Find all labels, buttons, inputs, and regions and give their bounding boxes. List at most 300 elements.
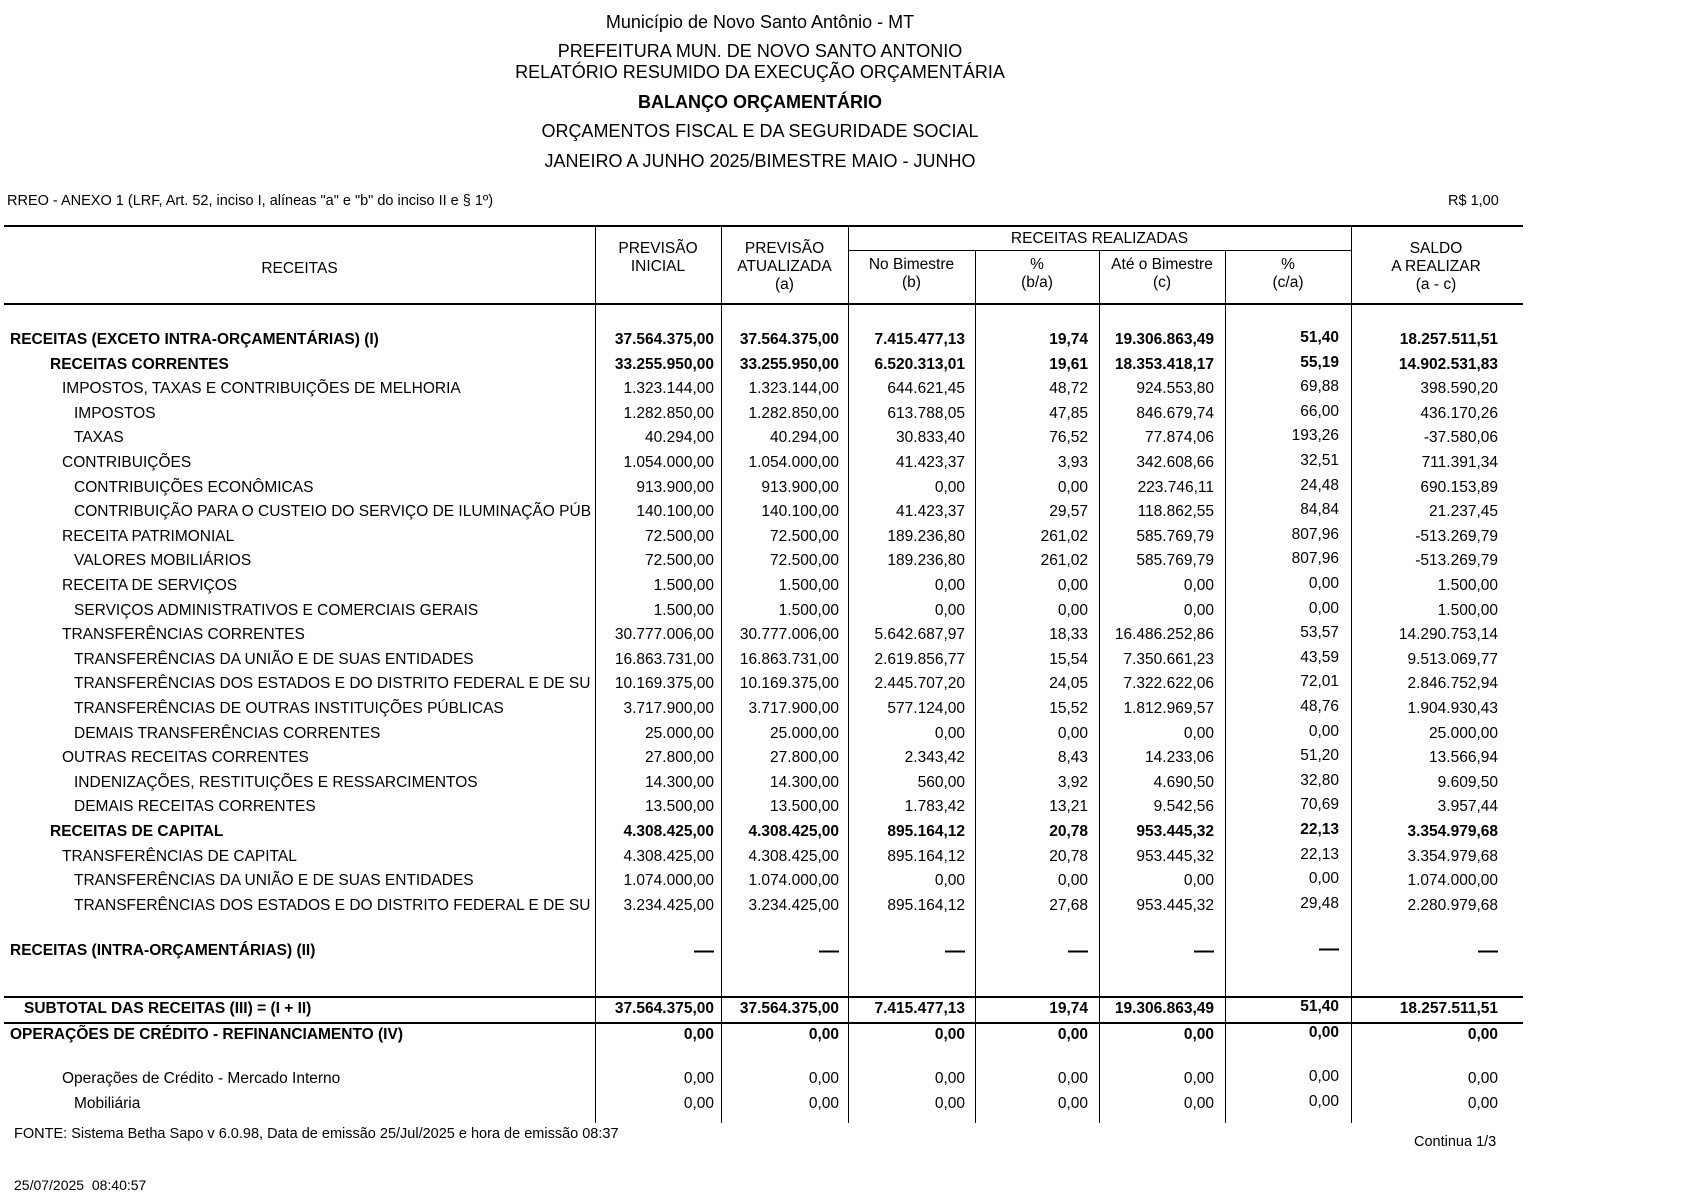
- annex-reference: RREO - ANEXO 1 (LRF, Art. 52, inciso I, alíneas "a" e "b" do inciso II e § 1º): [7, 193, 494, 209]
- cell-no-bimestre: —: [945, 940, 965, 962]
- table-row: [0, 648, 1520, 672]
- cell-previsao-atualizada: 140.100,00: [761, 503, 839, 521]
- cell-saldo: -37.580,06: [1423, 429, 1498, 447]
- cell-pct-ba: 20,78: [1049, 823, 1088, 840]
- cell-ate-bimestre: 0,00: [1183, 1095, 1214, 1112]
- cell-ate-bimestre: —: [1194, 940, 1214, 962]
- row-label: TRANSFERÊNCIAS DOS ESTADOS E DO DISTRITO FEDERAL E DE SU: [74, 675, 591, 693]
- cell-pct-ca: 0,00: [1308, 870, 1339, 888]
- table-top-rule: [4, 225, 1523, 227]
- currency-unit: R$ 1,00: [1448, 193, 1499, 209]
- header-pct-ca-line1: %: [1281, 256, 1295, 273]
- balance-title: BALANÇO ORÇAMENTÁRIO: [638, 92, 882, 112]
- cell-previsao-inicial: 4.308.425,00: [623, 847, 714, 865]
- cell-no-bimestre: 2.343,42: [904, 749, 965, 767]
- table-row: [0, 451, 1520, 475]
- cell-previsao-inicial: 1.054.000,00: [623, 454, 714, 471]
- cell-pct-ba: —: [1068, 940, 1088, 962]
- table-row: [0, 672, 1520, 696]
- report-title: RELATÓRIO RESUMIDO DA EXECUÇÃO ORÇAMENTÁRIA: [515, 62, 1005, 82]
- cell-no-bimestre: 6.520.313,01: [874, 355, 965, 373]
- cell-previsao-atualizada: 1.282.850,00: [748, 404, 839, 422]
- cell-no-bimestre: 189.236,80: [887, 527, 965, 545]
- cell-ate-bimestre: 953.445,32: [1136, 847, 1214, 865]
- cell-pct-ca: 51,40: [1300, 329, 1339, 346]
- header-pct-ba-line1: %: [1030, 256, 1044, 273]
- cell-previsao-atualizada: 1.074.000,00: [748, 872, 839, 890]
- cell-pct-ca: 69,88: [1300, 378, 1339, 396]
- table-row: [0, 845, 1520, 869]
- cell-saldo: 690.153,89: [1420, 478, 1498, 496]
- header-previsao-atualizada: [721, 240, 848, 294]
- cell-pct-ca: 55,19: [1300, 353, 1339, 371]
- cell-ate-bimestre: 846.679,74: [1136, 404, 1214, 422]
- cell-ate-bimestre: 0,00: [1183, 724, 1214, 742]
- header-saldo: [1351, 240, 1521, 294]
- cell-ate-bimestre: 19.306.863,49: [1114, 1000, 1214, 1017]
- table-row: [0, 500, 1520, 524]
- table-row: [0, 549, 1520, 573]
- cell-no-bimestre: 0,00: [934, 1026, 965, 1043]
- cell-saldo: 0,00: [1467, 1070, 1498, 1087]
- header-pct-ba-line2: (b/a): [1021, 274, 1053, 291]
- cell-previsao-inicial: 72.500,00: [645, 552, 714, 570]
- row-label: RECEITAS CORRENTES: [50, 355, 229, 373]
- cell-ate-bimestre: 77.874,06: [1145, 429, 1214, 447]
- header-ate-bimestre-line2: (c): [1152, 274, 1172, 291]
- cell-ate-bimestre: 16.486.252,86: [1114, 626, 1214, 644]
- cell-ate-bimestre: 4.690,50: [1153, 773, 1214, 791]
- cell-previsao-inicial: 1.282.850,00: [623, 404, 714, 422]
- cell-ate-bimestre: 342.608,66: [1136, 454, 1214, 471]
- cell-pct-ba: 24,05: [1049, 675, 1088, 693]
- cell-previsao-inicial: 4.308.425,00: [623, 823, 714, 840]
- cell-previsao-atualizada: 10.169.375,00: [739, 675, 839, 693]
- municipality-title: Município de Novo Santo Antônio - MT: [605, 12, 915, 32]
- header-receitas-realizadas: RECEITAS REALIZADAS: [1010, 230, 1189, 247]
- row-label: SUBTOTAL DAS RECEITAS (III) = (I + II): [24, 1000, 312, 1017]
- cell-previsao-atualizada: 37.564.375,00: [739, 331, 839, 348]
- cell-ate-bimestre: 223.746,11: [1137, 478, 1214, 496]
- table-row: [0, 353, 1520, 377]
- cell-previsao-atualizada: 3.717.900,00: [748, 700, 839, 717]
- cell-pct-ca: 193,26: [1291, 427, 1339, 445]
- cell-pct-ca: 51,40: [1300, 998, 1339, 1015]
- cell-saldo: 9.513.069,77: [1407, 650, 1498, 668]
- header-saldo-line2: A REALIZAR: [1391, 258, 1481, 275]
- cell-ate-bimestre: 953.445,32: [1136, 823, 1214, 840]
- cell-pct-ba: 3,93: [1057, 454, 1088, 471]
- cell-saldo: 9.609,50: [1437, 773, 1498, 791]
- row-label: TAXAS: [74, 429, 124, 447]
- table-row: [0, 328, 1520, 352]
- table-row: [0, 402, 1520, 426]
- cell-ate-bimestre: 14.233,06: [1145, 749, 1214, 767]
- table-row: [0, 894, 1520, 918]
- header-pct-ba: [975, 256, 1099, 292]
- cell-pct-ca: 29,48: [1300, 894, 1339, 912]
- cell-pct-ca: 0,00: [1308, 575, 1339, 592]
- cell-pct-ca: 32,51: [1300, 452, 1339, 469]
- row-label: SERVIÇOS ADMINISTRATIVOS E COMERCIAIS GERAIS: [74, 601, 479, 619]
- cell-previsao-atualizada: 13.500,00: [770, 798, 839, 816]
- cell-previsao-atualizada: 30.777.006,00: [739, 626, 839, 644]
- cell-previsao-inicial: 37.564.375,00: [614, 1000, 714, 1017]
- cell-pct-ca: 48,76: [1300, 698, 1339, 715]
- row-label: IMPOSTOS: [74, 404, 156, 422]
- table-row: [0, 997, 1520, 1021]
- cell-no-bimestre: 644.621,45: [887, 380, 965, 398]
- cell-no-bimestre: 0,00: [934, 601, 965, 619]
- cell-previsao-atualizada: 27.800,00: [770, 749, 839, 767]
- cell-saldo: 1.500,00: [1437, 601, 1498, 619]
- cell-pct-ba: 15,52: [1049, 700, 1088, 717]
- cell-ate-bimestre: 953.445,32: [1136, 896, 1214, 914]
- table-row: [0, 722, 1520, 746]
- cell-pct-ca: 807,96: [1291, 550, 1339, 568]
- table-row: [0, 746, 1520, 770]
- cell-previsao-inicial: 13.500,00: [645, 798, 714, 816]
- table-row: [0, 820, 1520, 844]
- table-row: [0, 476, 1520, 500]
- cell-previsao-inicial: 0,00: [683, 1070, 714, 1087]
- table-row: [0, 1067, 1520, 1091]
- cell-no-bimestre: 30.833,40: [896, 429, 965, 447]
- row-label: OUTRAS RECEITAS CORRENTES: [62, 749, 309, 767]
- cell-saldo: 398.590,20: [1420, 380, 1498, 398]
- cell-ate-bimestre: 7.322.622,06: [1123, 675, 1214, 693]
- table-row: [0, 795, 1520, 819]
- cell-pct-ca: 24,48: [1300, 476, 1339, 494]
- cell-previsao-atualizada: 3.234.425,00: [748, 896, 839, 914]
- row-label: RECEITA PATRIMONIAL: [62, 527, 235, 545]
- cell-previsao-atualizada: 4.308.425,00: [748, 847, 839, 865]
- cell-no-bimestre: 2.445.707,20: [874, 675, 965, 693]
- cell-previsao-inicial: 16.863.731,00: [614, 650, 714, 668]
- cell-no-bimestre: 0,00: [934, 1095, 965, 1112]
- cell-pct-ba: 48,72: [1049, 380, 1088, 398]
- cell-pct-ca: —: [1319, 938, 1339, 960]
- cell-pct-ba: 0,00: [1057, 1095, 1088, 1112]
- row-label: RECEITAS (EXCETO INTRA-ORÇAMENTÁRIAS) (I): [10, 331, 379, 348]
- cell-previsao-atualizada: 16.863.731,00: [739, 650, 839, 668]
- cell-ate-bimestre: 585.769,79: [1136, 552, 1214, 570]
- cell-pct-ba: 261,02: [1040, 552, 1088, 570]
- cell-saldo: 14.902.531,83: [1398, 355, 1498, 373]
- cell-previsao-inicial: 14.300,00: [645, 773, 714, 791]
- row-label: Operações de Crédito - Mercado Interno: [62, 1070, 341, 1087]
- cell-pct-ca: 0,00: [1308, 1024, 1339, 1041]
- table-row: [0, 599, 1520, 623]
- cell-pct-ba: 0,00: [1057, 724, 1088, 742]
- cell-saldo: 436.170,26: [1420, 404, 1498, 422]
- cell-no-bimestre: 7.415.477,13: [874, 1000, 965, 1017]
- cell-previsao-inicial: 10.169.375,00: [614, 675, 714, 693]
- table-row: [0, 1023, 1520, 1047]
- cell-saldo: -513.269,79: [1415, 552, 1498, 570]
- cell-saldo: 18.257.511,51: [1399, 1000, 1498, 1017]
- cell-saldo: 25.000,00: [1429, 724, 1498, 742]
- cell-pct-ba: 27,68: [1049, 896, 1088, 914]
- cell-previsao-inicial: 30.777.006,00: [614, 626, 714, 644]
- row-label: VALORES MOBILIÁRIOS: [74, 552, 252, 570]
- cell-pct-ba: 0,00: [1057, 478, 1088, 496]
- cell-previsao-atualizada: 72.500,00: [770, 527, 839, 545]
- table-row: [0, 771, 1520, 795]
- cell-no-bimestre: 1.783,42: [904, 798, 965, 816]
- row-label: TRANSFERÊNCIAS CORRENTES: [62, 626, 305, 644]
- header-receitas: RECEITAS: [261, 260, 338, 277]
- cell-previsao-atualizada: 1.500,00: [778, 601, 839, 619]
- cell-previsao-inicial: 3.234.425,00: [623, 896, 714, 914]
- cell-ate-bimestre: 0,00: [1183, 872, 1214, 890]
- cell-previsao-inicial: 72.500,00: [645, 527, 714, 545]
- row-label: CONTRIBUIÇÕES: [62, 454, 192, 471]
- continuation-label: Continua 1/3: [1414, 1134, 1497, 1150]
- cell-pct-ca: 51,20: [1300, 747, 1339, 765]
- header-no-bimestre: [848, 256, 975, 292]
- cell-ate-bimestre: 0,00: [1183, 577, 1214, 594]
- cell-previsao-inicial: 1.500,00: [653, 601, 714, 619]
- cell-no-bimestre: 577.124,00: [887, 700, 965, 717]
- cell-no-bimestre: 895.164,12: [887, 896, 965, 914]
- header-ate-bimestre: [1099, 256, 1225, 292]
- cell-pct-ba: 8,43: [1057, 749, 1088, 767]
- cell-no-bimestre: 0,00: [934, 577, 965, 594]
- table-row: [0, 426, 1520, 450]
- cell-pct-ca: 22,13: [1300, 845, 1339, 863]
- cell-pct-ca: 84,84: [1300, 501, 1339, 519]
- cell-pct-ba: 19,74: [1049, 331, 1088, 348]
- row-label: DEMAIS TRANSFERÊNCIAS CORRENTES: [74, 724, 381, 742]
- row-label: CONTRIBUIÇÕES ECONÔMICAS: [74, 478, 314, 496]
- cell-no-bimestre: 0,00: [934, 478, 965, 496]
- table-row: [0, 697, 1520, 721]
- cell-previsao-atualizada: 913.900,00: [761, 478, 839, 496]
- row-label: CONTRIBUIÇÃO PARA O CUSTEIO DO SERVIÇO DE ILUMINAÇÃO PÚB: [74, 503, 592, 521]
- cell-pct-ba: 18,33: [1049, 626, 1088, 644]
- header-no-bimestre-line1: No Bimestre: [868, 256, 955, 273]
- cell-previsao-inicial: 37.564.375,00: [614, 331, 714, 348]
- cell-previsao-inicial: 913.900,00: [636, 478, 714, 496]
- cell-saldo: 1.904.930,43: [1407, 700, 1498, 717]
- cell-pct-ca: 66,00: [1300, 402, 1339, 420]
- budget-scope: ORÇAMENTOS FISCAL E DA SEGURIDADE SOCIAL: [541, 121, 979, 141]
- table-row: [0, 623, 1520, 647]
- cell-previsao-atualizada: —: [819, 940, 839, 962]
- cell-no-bimestre: 2.619.856,77: [874, 650, 965, 668]
- cell-previsao-inicial: 25.000,00: [645, 724, 714, 742]
- cell-pct-ca: 0,00: [1308, 599, 1339, 617]
- cell-pct-ca: 0,00: [1308, 1068, 1339, 1085]
- cell-pct-ca: 43,59: [1300, 648, 1339, 666]
- cell-pct-ca: 0,00: [1308, 722, 1339, 740]
- cell-pct-ba: 19,74: [1049, 1000, 1088, 1017]
- cell-pct-ca: 70,69: [1300, 796, 1339, 814]
- cell-saldo: 0,00: [1467, 1026, 1498, 1043]
- cell-no-bimestre: 895.164,12: [887, 847, 965, 865]
- cell-ate-bimestre: 19.306.863,49: [1114, 331, 1214, 348]
- cell-pct-ba: 0,00: [1057, 601, 1088, 619]
- cell-pct-ba: 13,21: [1049, 798, 1088, 816]
- cell-no-bimestre: 0,00: [934, 724, 965, 742]
- cell-saldo: 13.566,94: [1429, 749, 1498, 767]
- row-label: INDENIZAÇÕES, RESTITUIÇÕES E RESSARCIMENTOS: [74, 773, 478, 791]
- row-label: TRANSFERÊNCIAS DA UNIÃO E DE SUAS ENTIDADES: [74, 650, 474, 668]
- cell-saldo: —: [1478, 940, 1498, 962]
- cell-previsao-atualizada: 25.000,00: [770, 724, 839, 742]
- cell-previsao-atualizada: 72.500,00: [770, 552, 839, 570]
- row-label: RECEITAS DE CAPITAL: [50, 823, 224, 840]
- cell-previsao-inicial: 0,00: [683, 1026, 714, 1043]
- cell-previsao-atualizada: 1.054.000,00: [748, 454, 839, 471]
- cell-no-bimestre: 613.788,05: [887, 404, 965, 422]
- header-previsao-inicial-line2: INICIAL: [630, 258, 686, 275]
- cell-previsao-inicial: 3.717.900,00: [623, 700, 714, 717]
- cell-ate-bimestre: 0,00: [1183, 601, 1214, 619]
- cell-pct-ba: 29,57: [1049, 503, 1088, 521]
- cell-no-bimestre: 0,00: [934, 1070, 965, 1087]
- cell-no-bimestre: 41.423,37: [896, 454, 965, 471]
- cell-pct-ba: 3,92: [1057, 773, 1088, 791]
- header-bottom-rule: [4, 303, 1523, 305]
- cell-previsao-atualizada: 1.500,00: [778, 577, 839, 594]
- cell-no-bimestre: 41.423,37: [896, 503, 965, 521]
- cell-previsao-atualizada: 33.255.950,00: [739, 355, 839, 373]
- table-row: [0, 939, 1520, 963]
- report-period: JANEIRO A JUNHO 2025/BIMESTRE MAIO - JUNHO: [544, 151, 976, 171]
- cell-no-bimestre: 7.415.477,13: [874, 331, 965, 348]
- cell-previsao-inicial: 27.800,00: [645, 749, 714, 767]
- header-previsao-atualizada-line2: ATUALIZADA: [737, 258, 832, 275]
- cell-ate-bimestre: 7.350.661,23: [1123, 650, 1214, 668]
- row-label: RECEITAS (INTRA-ORÇAMENTÁRIAS) (II): [10, 942, 316, 959]
- header-pct-ca: [1225, 256, 1351, 292]
- cell-saldo: 3.354.979,68: [1407, 823, 1498, 840]
- cell-previsao-atualizada: 40.294,00: [770, 429, 839, 447]
- source-note: FONTE: Sistema Betha Sapo v 6.0.98, Data de emissão 25/Jul/2025 e hora de emissão 08:37: [14, 1126, 619, 1142]
- cell-pct-ba: 76,52: [1049, 429, 1088, 447]
- cell-pct-ca: 0,00: [1308, 1093, 1339, 1110]
- cell-ate-bimestre: 118.862,55: [1137, 503, 1214, 521]
- header-saldo-line3: (a - c): [1415, 276, 1457, 293]
- cell-saldo: 1.500,00: [1437, 577, 1498, 594]
- header-saldo-line1: SALDO: [1409, 240, 1463, 257]
- row-label: IMPOSTOS, TAXAS E CONTRIBUIÇÕES DE MELHORIA: [62, 380, 461, 398]
- cell-saldo: 14.290.753,14: [1398, 626, 1498, 644]
- row-label: RECEITA DE SERVIÇOS: [62, 577, 238, 594]
- cell-pct-ca: 807,96: [1291, 525, 1339, 543]
- cell-pct-ca: 32,80: [1300, 771, 1339, 789]
- row-label: DEMAIS RECEITAS CORRENTES: [74, 798, 316, 816]
- row-label: TRANSFERÊNCIAS DE CAPITAL: [62, 847, 297, 865]
- table-row: [0, 1092, 1520, 1116]
- header-previsao-atualizada-line3: (a): [775, 276, 794, 293]
- cell-saldo: 3.957,44: [1437, 798, 1498, 816]
- cell-previsao-atualizada: 1.323.144,00: [748, 380, 839, 398]
- cell-pct-ba: 20,78: [1049, 847, 1088, 865]
- cell-saldo: 0,00: [1467, 1095, 1498, 1112]
- cell-previsao-inicial: 1.323.144,00: [623, 380, 714, 398]
- cell-ate-bimestre: 1.812.969,57: [1123, 700, 1214, 717]
- cell-ate-bimestre: 18.353.418,17: [1114, 355, 1214, 373]
- header-previsao-atualizada-line1: PREVISÃO: [744, 240, 825, 257]
- cell-previsao-inicial: 0,00: [683, 1095, 714, 1112]
- cell-saldo: 18.257.511,51: [1399, 331, 1498, 348]
- cell-pct-ca: 72,01: [1300, 673, 1339, 691]
- header-no-bimestre-line2: (b): [902, 274, 921, 291]
- cell-no-bimestre: 560,00: [917, 773, 965, 791]
- cell-previsao-atualizada: 37.564.375,00: [739, 1000, 839, 1017]
- header-previsao-inicial: [595, 240, 721, 276]
- cell-no-bimestre: 5.642.687,97: [874, 626, 965, 644]
- cell-previsao-inicial: 1.500,00: [653, 577, 714, 594]
- header-pct-ca-line2: (c/a): [1272, 274, 1304, 291]
- cell-pct-ba: 0,00: [1057, 872, 1088, 890]
- cell-ate-bimestre: 0,00: [1183, 1026, 1214, 1043]
- cell-previsao-inicial: —: [694, 940, 714, 962]
- prefecture-title: PREFEITURA MUN. DE NOVO SANTO ANTONIO: [557, 41, 963, 61]
- row-label: Mobiliária: [74, 1095, 141, 1112]
- cell-previsao-atualizada: 4.308.425,00: [748, 823, 839, 840]
- realized-group-rule: [849, 250, 1352, 251]
- cell-pct-ba: 0,00: [1057, 577, 1088, 594]
- cell-pct-ba: 0,00: [1057, 1070, 1088, 1087]
- table-row: [0, 525, 1520, 549]
- cell-previsao-atualizada: 0,00: [808, 1070, 839, 1087]
- cell-saldo: -513.269,79: [1415, 527, 1498, 545]
- cell-pct-ba: 261,02: [1040, 527, 1088, 545]
- cell-pct-ba: 19,61: [1049, 355, 1088, 373]
- cell-pct-ba: 15,54: [1049, 650, 1088, 668]
- cell-pct-ca: 22,13: [1300, 821, 1339, 838]
- cell-no-bimestre: 0,00: [934, 872, 965, 890]
- cell-saldo: 711.391,34: [1421, 454, 1498, 471]
- cell-previsao-inicial: 40.294,00: [645, 429, 714, 447]
- cell-pct-ca: 53,57: [1300, 624, 1339, 642]
- header-ate-bimestre-line1: Até o Bimestre: [1111, 256, 1213, 273]
- cell-saldo: 2.280.979,68: [1407, 896, 1498, 914]
- row-label: TRANSFERÊNCIAS DOS ESTADOS E DO DISTRITO FEDERAL E DE SU: [74, 896, 591, 914]
- cell-previsao-inicial: 1.074.000,00: [623, 872, 714, 890]
- cell-ate-bimestre: 9.542,56: [1153, 798, 1214, 816]
- cell-saldo: 21.237,45: [1429, 503, 1498, 521]
- cell-previsao-inicial: 33.255.950,00: [614, 355, 714, 373]
- row-label: OPERAÇÕES DE CRÉDITO - REFINANCIAMENTO (IV): [10, 1026, 403, 1043]
- cell-previsao-atualizada: 0,00: [808, 1026, 839, 1043]
- cell-pct-ba: 47,85: [1049, 404, 1088, 422]
- table-row: [0, 869, 1520, 893]
- cell-previsao-atualizada: 14.300,00: [770, 773, 839, 791]
- cell-ate-bimestre: 0,00: [1183, 1070, 1214, 1087]
- cell-ate-bimestre: 585.769,79: [1136, 527, 1214, 545]
- cell-no-bimestre: 895.164,12: [887, 823, 965, 840]
- cell-saldo: 3.354.979,68: [1407, 847, 1498, 865]
- cell-saldo: 1.074.000,00: [1407, 872, 1498, 890]
- table-row: [0, 574, 1520, 598]
- cell-saldo: 2.846.752,94: [1407, 675, 1498, 693]
- emission-timestamp: 25/07/2025 08:40:57: [14, 1177, 147, 1193]
- cell-pct-ba: 0,00: [1057, 1026, 1088, 1043]
- table-row: [0, 377, 1520, 401]
- row-label: TRANSFERÊNCIAS DA UNIÃO E DE SUAS ENTIDADES: [74, 872, 474, 890]
- cell-previsao-inicial: 140.100,00: [636, 503, 714, 521]
- row-label: TRANSFERÊNCIAS DE OUTRAS INSTITUIÇÕES PÚBLICAS: [74, 700, 504, 717]
- cell-no-bimestre: 189.236,80: [887, 552, 965, 570]
- cell-ate-bimestre: 924.553,80: [1136, 380, 1214, 398]
- cell-previsao-atualizada: 0,00: [808, 1095, 839, 1112]
- header-previsao-inicial-line1: PREVISÃO: [618, 240, 698, 257]
